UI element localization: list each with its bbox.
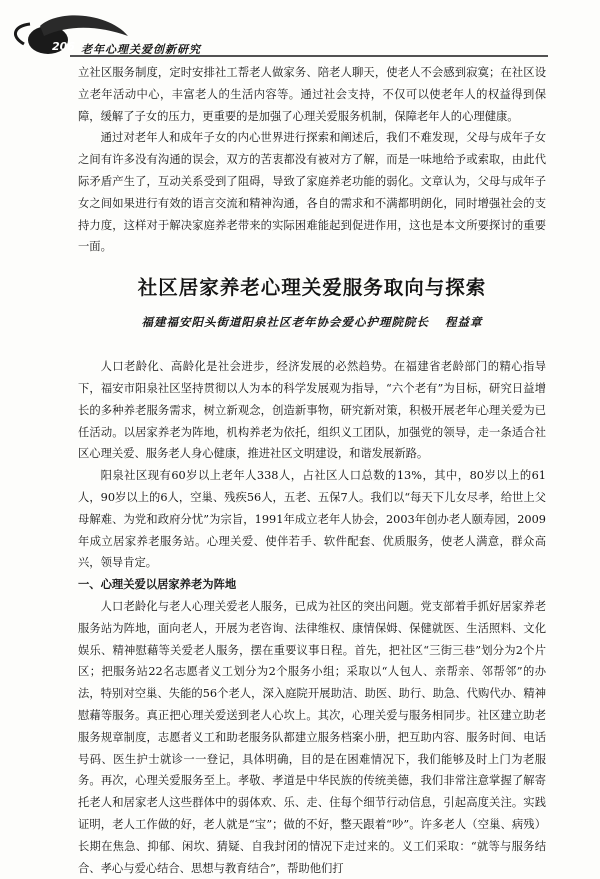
body-paragraph: 人口老龄化、高龄化是社会进步，经济发展的必然趋势。在福建省老龄部门的精心指导下，福安市阳泉社区坚持贯彻以人为本的科学发展观为指导，“六个老有”为目标，研究日益增长的多种养老服务需求，树立新观念，创造新事物，研究新对策，积极开展老年心理关爱为已任活动。以居家养老为阵地，机构养老为依托，组织义工团队，加强党的领导，走一条适合社区心理关爱、服务老人身心健康，推进社区文明建设，和谐发展新路。 [78, 360, 546, 461]
page-header [0, 0, 600, 62]
section-heading: 一、心理关爱以居家养老为阵地 [78, 578, 237, 592]
page-body [78, 62, 546, 879]
body-paragraph: 人口老龄化与老人心理关爱老人服务，已成为社区的突出问题。党支部着手抓好居家养老服务站为阵地，面向老人，开展为老咨询、法律维权、康情保姆、保健就医、生活照料、文化娱乐、精神慰藉等关爱老人服务，摆在重要议事日程。首先，把社区“三街三巷”划分为2个片区；把服务站22名志愿者义工划分为2个服务小组；采取以“人包人、亲帮亲、邻帮邻”的办法，特别对空巢、失能的56个老人，深入庭院开展助洁、助医、助行、助急、代购代办、精神慰藉等服务。真正把心理关爱送到老人心坎上。其次，心理关爱与服务相同步。社区建立助老服务规章制度，志愿者义工和助老服务队都建立服务档案小册，把互助内容、服务时间、电话号码、医生护士就诊一一登记，具体明确，目的是在困难情况下，我们能够及时上门为老服务。再次，心理关爱服务至上。孝敬、孝道是中华民族的传统美德，我们非常注意掌握了解寄托老人和居家老人这些群体中的弱体欢、乐、走、住每个细节行动信息，引起高度关注。实践证明，老人工作做的好，老人就是“宝”；做的不好，整天跟着“吵”。许多老人（空巢、病残）长期在焦急、抑郁、闲坎、猜疑、自我封闭的情况下走过来的。义工们采取：“就等与服务结合、孝心与爱心结合、思想与教育结合”，帮助他们打 [78, 599, 546, 875]
page-number: 206 [52, 40, 75, 53]
author-affiliation: 福建福安阳头街道阳泉社区老年协会爱心护理院院长 [141, 315, 429, 330]
article-byline [78, 314, 546, 330]
author-name: 程益章 [445, 315, 483, 330]
wing-stroke-icon [15, 24, 30, 44]
body-paragraph: 阳泉社区现有60岁以上老年人338人，占社区人口总数的13%，其中，80岁以上的61人，90岁以上的6人，空巢、残疾56人，五老、五保7人。我们以“每天下儿女尽孝，给世上父母解难、为党和政府分忧”为宗旨，1991年成立老年人协会，2003年创办老人颐寿园，2009年成立居家养老服务站。心理关爱、使伴若手、软件配套、优质服务，使老人满意，群众高兴，领导肯定。 [78, 469, 546, 570]
article-title: 社区居家养老心理关爱服务取向与探索 [137, 276, 487, 300]
intro-paragraph: 立社区服务制度，定时安排社工帮老人做家务、陪老人聊天，使老人不会感到寂寞；在社区设立老年活动中心，丰富老人的生活内容等。通过社会支持，不仅可以使老年人的权益得到保障，缓解了子女的压力，更重要的是加强了心理关爱服务机制，保障老年人的心理健康。 [78, 66, 546, 123]
intro-paragraph: 通过对老年人和成年子女的内心世界进行探索和阐述后，我们不难发现，父母与成年子女之间有许多没有沟通的误会，双方的苦衷都没有被对方了解，而是一味地给予或索取，由此代际矛盾产生了，互动关系受到了阻碍，导致了家庭养老功能的弱化。文章认为，父母与成年子女之间如果进行有效的语言交流和精神沟通，各自的需求和不满都明朗化，同时增强社会的支持力度，这样对于解决家庭养老带来的实际困难能起到促进作用，这也是本文所要探讨的重要一面。 [78, 131, 546, 254]
journal-title: 老年心理关爱创新研究 [81, 43, 201, 56]
